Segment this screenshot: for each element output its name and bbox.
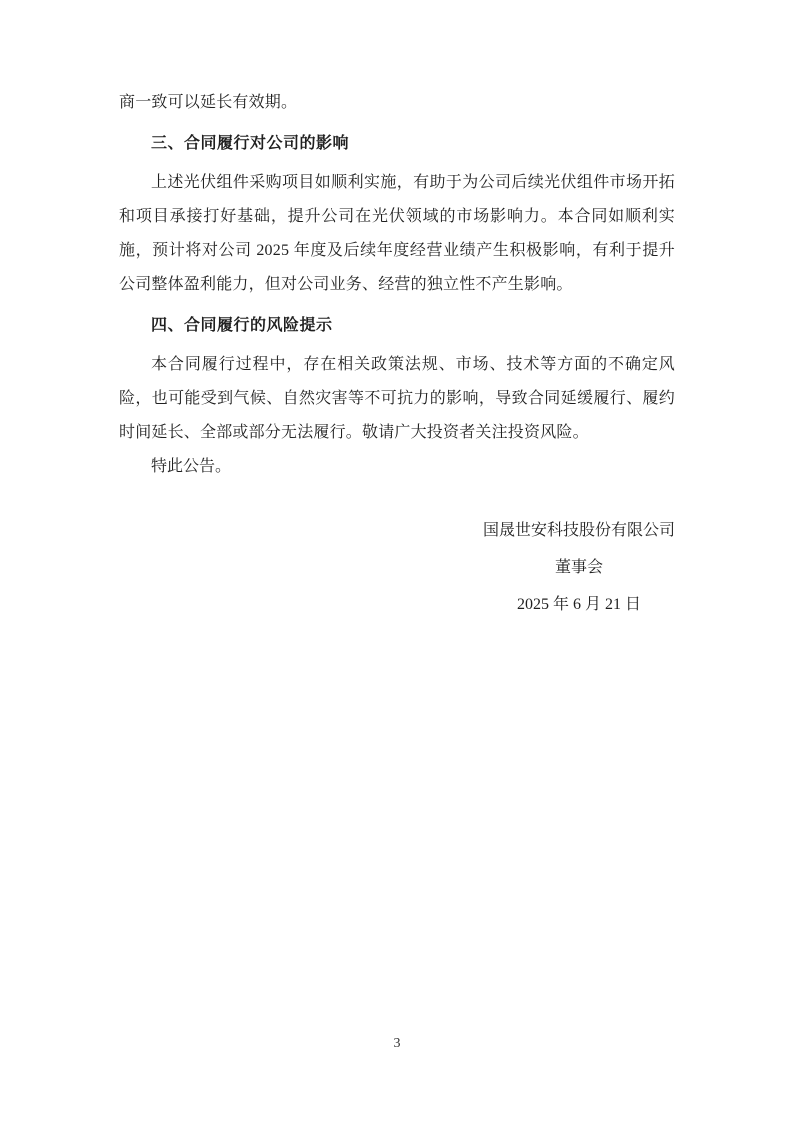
section-heading-4: 四、合同履行的风险提示 — [151, 317, 333, 334]
company-name: 国晟世安科技股份有限公司 — [482, 522, 675, 539]
closing-statement: 特此公告。 — [151, 458, 232, 475]
continuation-paragraph: 商一致可以延长有效期。 — [119, 94, 298, 111]
section-heading-3: 三、合同履行对公司的影响 — [151, 135, 350, 152]
section-3-paragraph: 上述光伏组件采购项目如顺利实施，有助于为公司后续光伏组件市场开拓和项目承接打好基础，提升公司在光伏领域的市场影响力。本合同如顺利实施，预计将对公司 2025 年度及后续年度经营业绩产生积极影响，有利于提升公司整体盈利能力，但对公司业务、经营的独立性不产生影响。 — [119, 174, 675, 293]
signature-inner — [483, 512, 675, 623]
board-label: 董事会 — [554, 559, 603, 576]
signature-block — [119, 512, 675, 623]
page-number: 3 — [393, 1036, 401, 1051]
section-4-paragraph: 本合同履行过程中，存在相关政策法规、市场、技术等方面的不确定风险，也可能受到气候、自然灾害等不可抗力的影响，导致合同延缓履行、履约时间延长、全部或部分无法履行。敬请广大投资者关注投资风险。 — [119, 356, 675, 441]
announcement-date: 2025 年 6 月 21 日 — [516, 596, 641, 613]
document-content — [119, 86, 675, 623]
